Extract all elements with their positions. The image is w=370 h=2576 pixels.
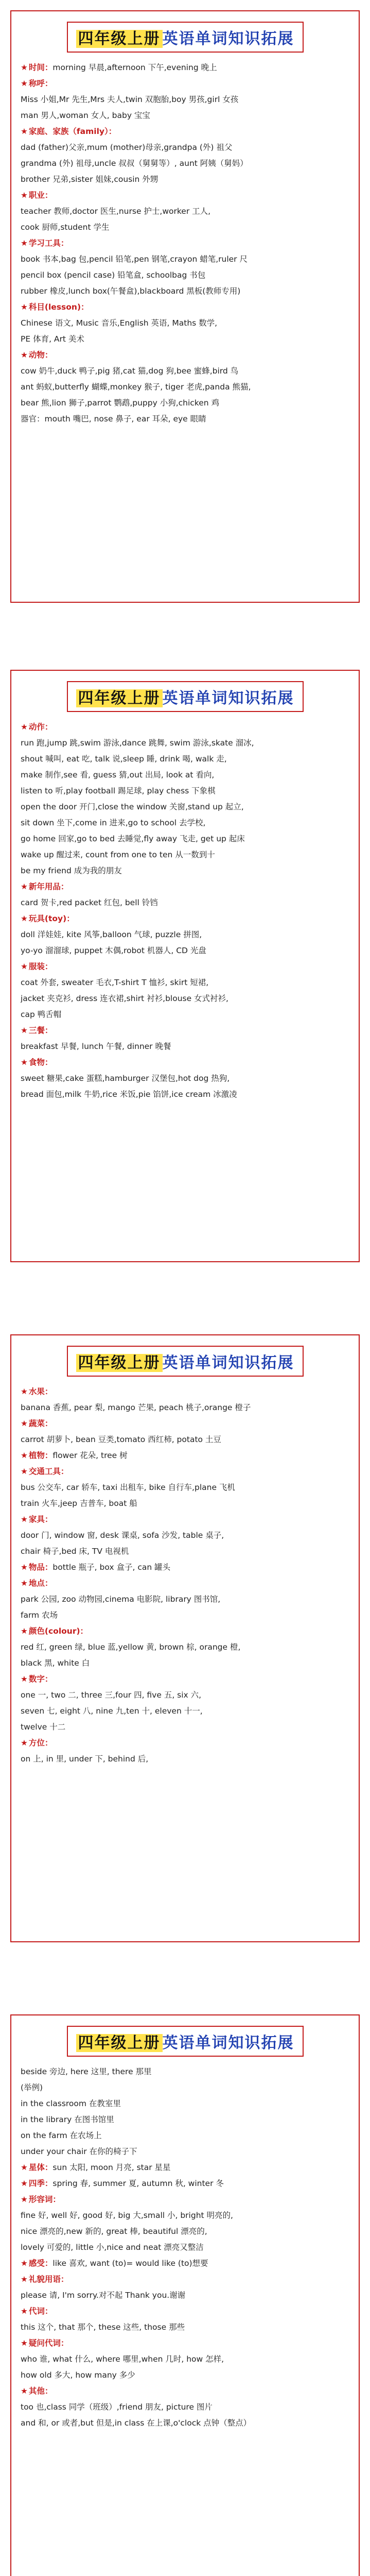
vocab-text: too 也,class 同学（班级）,friend 朋友, picture 图片 <box>21 2402 213 2412</box>
vocab-line <box>21 1719 349 1735</box>
vocab-text: 器官：mouth 嘴巴, nose 鼻子, ear 耳朵, eye 眼睛 <box>21 414 206 423</box>
vocab-text: bottle 瓶子, box 盒子, can 罐头 <box>52 1563 171 1572</box>
vocab-line <box>21 1432 349 1448</box>
star-icon: ★ <box>21 1626 28 1636</box>
vocab-line <box>21 411 349 427</box>
vocab-line <box>21 2208 349 2224</box>
star-icon: ★ <box>21 1026 28 1035</box>
vocab-line <box>21 283 349 299</box>
vocab-line <box>21 831 349 847</box>
category-heading: 疑问代词： <box>28 2338 69 2348</box>
vocab-line <box>21 156 349 172</box>
star-icon: ★ <box>21 1579 28 1588</box>
vocab-line <box>21 1480 349 1496</box>
card-title <box>67 2026 304 2057</box>
category-heading: 物品： <box>28 1563 53 1572</box>
star-icon: ★ <box>21 2338 28 2348</box>
vocab-line <box>21 1448 349 1464</box>
vocab-text: listen to 听,play football 踢足球, play chess 下象棋 <box>21 786 216 795</box>
vocab-line <box>21 959 349 975</box>
vocab-text: park 公园, zoo 动物园,cinema 电影院, library 图书馆, <box>21 1595 221 1604</box>
vocab-line <box>21 2335 349 2351</box>
vocab-text: sweet 糖果,cake 蛋糕,hamburger 汉堡包,hot dog 热狗, <box>21 1074 230 1083</box>
category-heading: 学习工具： <box>28 239 69 248</box>
category-heading: 时间： <box>28 63 53 72</box>
vocab-text: beside 旁边, here 这里, there 那里 <box>21 2067 152 2076</box>
vocab-text: chair 椅子,bed 床, TV 电视机 <box>21 1547 129 1556</box>
category-heading: 植物： <box>28 1451 53 1460</box>
vocab-line <box>21 395 349 411</box>
vocab-line <box>21 2415 349 2431</box>
vocab-text: brother 兄弟,sister 姐妹,cousin 外甥 <box>21 175 158 184</box>
vocab-text: open the door 开门,close the window 关窗,stand up 起立, <box>21 802 244 811</box>
vocab-text: grandma (外) 祖母,uncle 叔叔（舅舅等）, aunt 阿姨（舅妈） <box>21 159 248 168</box>
category-heading: 代词： <box>28 2307 53 2316</box>
star-icon: ★ <box>21 1467 28 1476</box>
star-icon: ★ <box>21 302 28 312</box>
vocab-line <box>21 1655 349 1671</box>
title-rest: 英语单词知识拓展 <box>162 689 294 707</box>
vocab-line <box>21 847 349 863</box>
vocab-line <box>21 1735 349 1751</box>
title-rest: 英语单词知识拓展 <box>162 30 294 48</box>
vocab-line <box>21 2112 349 2128</box>
vocab-text: cook 厨师,student 学生 <box>21 223 110 232</box>
vocab-text: book 书本,bag 包,pencil 铅笔,pen 钢笔,crayon 蜡笔,ruler 尺 <box>21 255 248 264</box>
star-icon: ★ <box>21 191 28 200</box>
vocab-line <box>21 1591 349 1607</box>
vocab-line <box>21 108 349 124</box>
vocab-line <box>21 1544 349 1560</box>
vocab-text: one 一, two 二, three 三,four 四, five 五, six 六, <box>21 1690 202 1700</box>
vocab-line <box>21 719 349 735</box>
vocab-text: door 门, window 窗, desk 课桌, sofa 沙发, table 桌子, <box>21 1531 224 1540</box>
category-heading: 家具： <box>28 1515 53 1524</box>
vocab-text: please 请, I'm sorry.对不起 Thank you.谢谢 <box>21 2291 186 2300</box>
vocab-line <box>21 1055 349 1071</box>
vocab-text: like 喜欢, want (to)= would like (to)想要 <box>52 2259 208 2268</box>
category-heading: 服装： <box>28 962 53 971</box>
vocab-line <box>21 363 349 379</box>
vocab-line <box>21 1607 349 1623</box>
star-icon: ★ <box>21 1387 28 1396</box>
vocab-line <box>21 235 349 251</box>
vocab-line <box>21 76 349 92</box>
vocab-line <box>21 879 349 895</box>
vocab-text: PE 体育, Art 美术 <box>21 334 84 344</box>
vocab-line <box>21 1007 349 1023</box>
card-4 <box>10 2014 360 2576</box>
vocab-line <box>21 735 349 751</box>
card-title <box>67 681 304 712</box>
vocab-text: red 红, green 绿, blue 蓝,yellow 黄, brown 棕, orange 橙, <box>21 1642 241 1652</box>
vocab-line <box>21 1496 349 1512</box>
title-rest: 英语单词知识拓展 <box>162 2034 294 2052</box>
vocab-text: yo-yo 溜溜球, puppet 木偶,robot 机器人, CD 光盘 <box>21 946 206 955</box>
star-icon: ★ <box>21 1563 28 1572</box>
star-icon: ★ <box>21 350 28 360</box>
vocab-line <box>21 975 349 991</box>
star-icon: ★ <box>21 2195 28 2204</box>
vocab-line <box>21 1703 349 1719</box>
vocab-line <box>21 1071 349 1087</box>
vocab-text: coat 外套, sweater 毛衣,T-shirt T 恤衫, skirt 短裙, <box>21 978 209 987</box>
vocab-line <box>21 2272 349 2287</box>
category-heading: 称呼： <box>28 79 53 88</box>
category-heading: 颜色(colour)： <box>28 1626 89 1636</box>
vocab-text: in the library 在图书馆里 <box>21 2115 114 2124</box>
star-icon: ★ <box>21 2179 28 2188</box>
vocab-text: bear 熊,lion 狮子,parrot 鹦鹉,puppy 小狗,chicken 鸡 <box>21 398 220 408</box>
vocab-line <box>21 331 349 347</box>
star-icon: ★ <box>21 2259 28 2268</box>
vocab-line <box>21 1416 349 1432</box>
vocab-line <box>21 60 349 76</box>
vocab-line <box>21 895 349 911</box>
vocab-text: cap 鸭舌帽 <box>21 1010 62 1019</box>
vocab-line <box>21 2287 349 2303</box>
vocab-line <box>21 943 349 959</box>
vocab-line <box>21 299 349 315</box>
vocab-line <box>21 1023 349 1039</box>
card-title <box>67 22 304 53</box>
star-icon: ★ <box>21 2386 28 2396</box>
category-heading: 动作： <box>28 722 53 732</box>
vocab-line <box>21 2319 349 2335</box>
vocab-text: shout 喊叫, eat 吃, talk 说,sleep 睡, drink 喝, walk 走, <box>21 754 227 764</box>
vocab-line <box>21 1575 349 1591</box>
card-body <box>11 60 359 427</box>
vocab-line <box>21 783 349 799</box>
vocab-text: make 制作,see 看, guess 猜,out 出局, look at 看向, <box>21 770 215 779</box>
vocab-text: doll 洋娃娃, kite 风筝,balloon 气球, puzzle 拼图, <box>21 930 202 939</box>
category-heading: 三餐： <box>28 1026 53 1035</box>
vocab-text: Miss 小姐,Mr 先生,Mrs 夫人,twin 双胞胎,boy 男孩,girl 女孩 <box>21 95 239 104</box>
vocab-line <box>21 911 349 927</box>
vocab-text: fine 好, well 好, good 好, big 大,small 小, bright 明亮的, <box>21 2211 233 2220</box>
vocab-text: dad (father)父亲,mum (mother)母亲,grandpa (外) 祖父 <box>21 143 233 152</box>
vocab-line <box>21 1528 349 1544</box>
star-icon: ★ <box>21 1058 28 1067</box>
vocab-line <box>21 1512 349 1528</box>
star-icon: ★ <box>21 2307 28 2316</box>
vocab-text: this 这个, that 那个, these 这些, those 那些 <box>21 2323 185 2332</box>
vocab-text: under your chair 在你的椅子下 <box>21 2147 137 2156</box>
vocab-line <box>21 267 349 283</box>
vocab-line <box>21 1687 349 1703</box>
vocab-text: banana 香蕉, pear 梨, mango 芒果, peach 桃子,orange 橙子 <box>21 1403 251 1412</box>
vocab-line <box>21 799 349 815</box>
vocab-line <box>21 767 349 783</box>
vocab-text: (举例) <box>21 2083 43 2092</box>
star-icon: ★ <box>21 2275 28 2284</box>
category-heading: 交通工具： <box>28 1467 69 1476</box>
star-icon: ★ <box>21 239 28 248</box>
card-body <box>11 719 359 1103</box>
category-heading: 数字： <box>28 1674 53 1684</box>
category-heading: 职业： <box>28 191 53 200</box>
vocab-line <box>21 863 349 879</box>
vocab-line <box>21 1671 349 1687</box>
category-heading: 动物： <box>28 350 53 360</box>
vocab-text: Chinese 语文, Music 音乐,English 英语, Maths 数学, <box>21 318 218 328</box>
star-icon: ★ <box>21 1419 28 1428</box>
vocab-line <box>21 2303 349 2319</box>
title-highlight: 四年级上册 <box>76 30 163 48</box>
star-icon: ★ <box>21 2163 28 2172</box>
vocab-line <box>21 2144 349 2160</box>
vocab-text: be my friend 成为我的朋友 <box>21 866 122 875</box>
star-icon: ★ <box>21 914 28 923</box>
category-heading: 地点： <box>28 1579 53 1588</box>
vocab-line <box>21 2128 349 2144</box>
card-body <box>11 1384 359 1767</box>
vocab-text: card 贺卡,red packet 红包, bell 铃铛 <box>21 898 158 907</box>
vocab-line <box>21 2256 349 2272</box>
vocab-line <box>21 2351 349 2367</box>
vocab-line <box>21 2240 349 2256</box>
vocab-text: ant 蚂蚁,butterfly 蝴蝶,monkey 猴子, tiger 老虎,panda 熊猫, <box>21 382 251 392</box>
vocab-text: lovely 可爱的, little 小,nice and neat 漂亮又整洁 <box>21 2243 204 2252</box>
vocab-line <box>21 124 349 140</box>
vocab-text: pencil box (pencil case) 铅笔盒, schoolbag 书包 <box>21 270 206 280</box>
star-icon: ★ <box>21 1738 28 1748</box>
vocab-line <box>21 2064 349 2080</box>
vocab-line <box>21 2224 349 2240</box>
vocab-text: man 男人,woman 女人, baby 宝宝 <box>21 111 150 120</box>
vocab-line <box>21 815 349 831</box>
vocab-text: on 上, in 里, under 下, behind 后, <box>21 1754 149 1764</box>
vocab-line <box>21 2383 349 2399</box>
vocab-text: morning 早晨,afternoon 下午,evening 晚上 <box>52 63 217 72</box>
category-heading: 感受： <box>28 2259 53 2268</box>
vocab-line <box>21 1087 349 1103</box>
vocab-line <box>21 1464 349 1480</box>
star-icon: ★ <box>21 722 28 732</box>
vocab-text: black 黑, white 白 <box>21 1658 90 1668</box>
category-heading: 四季： <box>28 2179 53 2188</box>
star-icon: ★ <box>21 962 28 971</box>
card-body <box>11 2064 359 2431</box>
category-heading: 蔬菜： <box>28 1419 53 1428</box>
vocab-line <box>21 315 349 331</box>
vocab-text: sit down 坐下,come in 进来,go to school 去学校, <box>21 818 206 827</box>
vocab-line <box>21 2176 349 2192</box>
vocab-line <box>21 991 349 1007</box>
category-heading: 食物： <box>28 1058 53 1067</box>
star-icon: ★ <box>21 127 28 136</box>
title-highlight: 四年级上册 <box>76 689 163 707</box>
vocab-line <box>21 2080 349 2096</box>
vocab-line <box>21 927 349 943</box>
vocab-line <box>21 1384 349 1400</box>
category-heading: 家庭、家族（family）： <box>28 127 117 136</box>
card-1 <box>10 10 360 603</box>
star-icon: ★ <box>21 63 28 72</box>
vocab-line <box>21 2096 349 2112</box>
title-highlight: 四年级上册 <box>76 2034 163 2052</box>
vocab-line <box>21 347 349 363</box>
vocab-text: on the farm 在农场上 <box>21 2131 102 2140</box>
vocab-line <box>21 251 349 267</box>
category-heading: 玩具(toy)： <box>28 914 75 923</box>
vocab-text: who 谁, what 什么, where 哪里,when 几时, how 怎样, <box>21 2354 224 2364</box>
vocab-text: seven 七, eight 八, nine 九,ten 十, eleven 十一, <box>21 1706 203 1716</box>
card-2 <box>10 670 360 1262</box>
vocab-text: sun 太阳, moon 月亮, star 星星 <box>52 2163 171 2172</box>
category-heading: 科目(lesson)： <box>28 302 89 312</box>
vocab-line <box>21 1039 349 1055</box>
vocab-line <box>21 1400 349 1416</box>
vocab-line <box>21 140 349 156</box>
vocab-line <box>21 751 349 767</box>
vocab-text: bread 面包,milk 牛奶,rice 米饭,pie 馅饼,ice cream 冰激凌 <box>21 1090 237 1099</box>
star-icon: ★ <box>21 79 28 88</box>
vocab-text: flower 花朵, tree 树 <box>52 1451 128 1460</box>
vocab-text: how old 多大, how many 多少 <box>21 2370 135 2380</box>
vocab-line <box>21 92 349 108</box>
vocab-text: breakfast 早餐, lunch 午餐, dinner 晚餐 <box>21 1042 171 1051</box>
vocab-text: teacher 教师,doctor 医生,nurse 护士,worker 工人, <box>21 207 211 216</box>
category-heading: 新年用品： <box>28 882 69 891</box>
category-heading: 水果： <box>28 1387 53 1396</box>
star-icon: ★ <box>21 882 28 891</box>
card-3 <box>10 1334 360 1942</box>
category-heading: 其他： <box>28 2386 53 2396</box>
vocab-line <box>21 379 349 395</box>
vocab-line <box>21 188 349 204</box>
vocab-text: carrot 胡萝卜, bean 豆类,tomato 西红柿, potato 土豆 <box>21 1435 221 1444</box>
vocab-line <box>21 204 349 219</box>
vocab-text: and 和, or 或者,but 但是,in class 在上课,o'clock 点钟（整点） <box>21 2418 252 2428</box>
vocab-text: train 火车,jeep 吉普车, boat 船 <box>21 1499 137 1508</box>
vocab-line <box>21 172 349 188</box>
vocab-text: cow 奶牛,duck 鸭子,pig 猪,cat 猫,dog 狗,bee 蜜蜂,bird 鸟 <box>21 366 239 376</box>
star-icon: ★ <box>21 1674 28 1684</box>
vocab-text: rubber 橡皮,lunch box(午餐盒),blackboard 黑板(教师专用) <box>21 286 241 296</box>
vocab-line <box>21 1560 349 1575</box>
category-heading: 星体： <box>28 2163 53 2172</box>
vocab-text: in the classroom 在教室里 <box>21 2099 121 2108</box>
vocab-line <box>21 1623 349 1639</box>
vocab-line <box>21 219 349 235</box>
vocab-text: twelve 十二 <box>21 1722 66 1732</box>
vocab-text: bus 公交车, car 轿车, taxi 出租车, bike 自行车,plane 飞机 <box>21 1483 235 1492</box>
vocab-line <box>21 2192 349 2208</box>
category-heading: 形容词： <box>28 2195 61 2204</box>
vocab-text: go home 回家,go to bed 去睡觉,fly away 飞走, get up 起床 <box>21 834 245 843</box>
title-highlight: 四年级上册 <box>76 1354 163 1372</box>
vocab-line <box>21 2367 349 2383</box>
vocab-line <box>21 1751 349 1767</box>
title-rest: 英语单词知识拓展 <box>162 1354 294 1372</box>
card-title <box>67 1346 304 1377</box>
category-heading: 方位： <box>28 1738 53 1748</box>
star-icon: ★ <box>21 1451 28 1460</box>
category-heading: 礼貌用语： <box>28 2275 69 2284</box>
vocab-text: jacket 夹克衫, dress 连衣裙,shirt 衬衫,blouse 女式衬衫, <box>21 994 228 1003</box>
vocab-line <box>21 1639 349 1655</box>
vocab-line <box>21 2160 349 2176</box>
star-icon: ★ <box>21 1515 28 1524</box>
vocab-text: run 跑,jump 跳,swim 游泳,dance 跳舞, swim 游泳,skate 溜冰, <box>21 738 254 748</box>
vocab-text: farm 农场 <box>21 1611 58 1620</box>
vocab-text: spring 春, summer 夏, autumn 秋, winter 冬 <box>52 2179 224 2188</box>
vocab-line <box>21 2399 349 2415</box>
vocab-text: wake up 醒过来, count from one to ten 从一数到十 <box>21 850 215 859</box>
vocab-text: nice 漂亮的,new 新的, great 棒, beautiful 漂亮的, <box>21 2227 207 2236</box>
